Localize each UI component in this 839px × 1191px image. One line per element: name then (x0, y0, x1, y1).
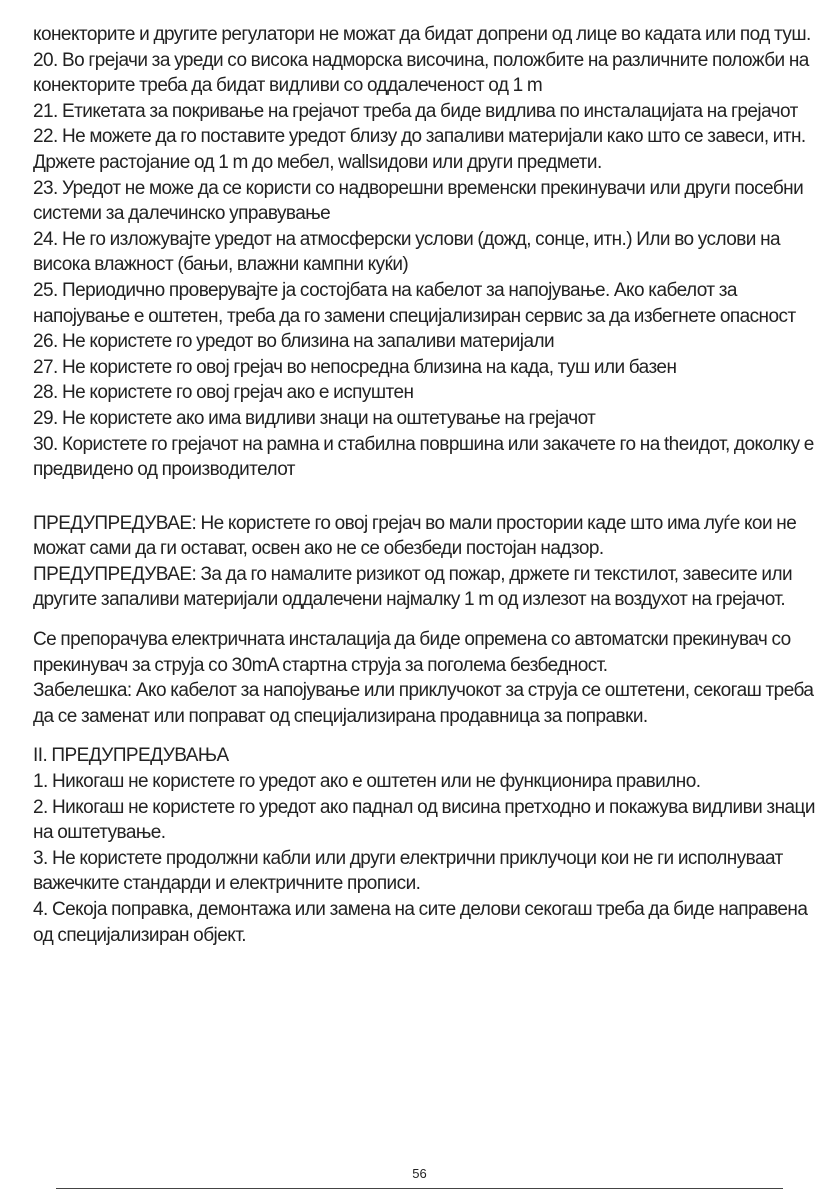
list-item: 4. Секоја поправка, демонтажа или замена на сите делови секогаш треба да биде направена од специјализиран објект. (33, 899, 808, 946)
list-item: 26. Не користете го уредот во близина на запаливи материјали (33, 331, 555, 353)
list-item: 29. Не користете ако има видливи знаци на оштетување на грејачот (33, 407, 596, 429)
list-item: 25. Периодично проверувајте ја состојбата на кабелот за напојување. Ако кабелот за напојување е оштетен, треба да го замени специјализиран сервис за да избегнете опасност (33, 279, 796, 327)
list-item: 28. Не користете го овој грејач ако е испуштен (33, 382, 414, 404)
safety-list-continued (33, 22, 823, 483)
list-item: 21. Етикетата за покривање на грејачот треба да биде видлива по инсталацијата на грејачот (33, 100, 798, 122)
recommendation-block (33, 627, 823, 729)
footer-divider (56, 1188, 783, 1189)
list-item: 30. Користете го грејачот на рамна и стабилна површина или закачете го на theидот, доколку е предвидено од производителот (33, 433, 814, 481)
spacer (33, 729, 823, 743)
section-2-warnings (33, 743, 823, 948)
page-number: 56 (412, 1166, 427, 1181)
spacer (33, 613, 823, 627)
list-item: конекторите и другите регулатори не можат да бидат допрени од лице во кадата или под туш. (33, 24, 811, 45)
list-item: 2. Никогаш не користете го уредот ако паднал од висина претходно и покажува видливи знаци на оштетување. (33, 796, 815, 844)
list-item: 20. Во грејачи за уреди со висока надморска височина, положбите на различните положби на конекторите треба да бидат видливи со оддалеченост од 1 m (33, 49, 809, 97)
list-item: 23. Уредот не може да се користи со надворешни временски прекинувачи или други посебни системи за далечинско управување (33, 177, 804, 225)
list-item: 1. Никогаш не користете го уредот ако е оштетен или не функционира правилно. (33, 771, 701, 793)
manual-page-body (33, 22, 823, 948)
list-item: 22. Не можете да го поставите уредот близу до запаливи материјали како што се завеси, итн. Држете растојание од 1 m до мебел, wallsидови или други предмети. (33, 126, 806, 173)
list-item: 24. Не го изложувајте уредот на атмосферски услови (дожд, сонце, итн.) Или во услови на висока влажност (бањи, влажни кампни куќи) (33, 228, 781, 276)
warning-block (33, 511, 823, 613)
spacer (33, 483, 823, 511)
recommendation-paragraph: Се препорачува електричната инсталација да биде опремена со автоматски прекинувач со прекинувач за струја со 30mA стартна струја за поголема безбедност. (33, 629, 791, 676)
warning-paragraph: ПРЕДУПРЕДУВАЕ: Не користете го овој грејач во мали простории каде што има луѓе кои не можат сами да ги остават, освен ако не се обезбеди постојан надзор. (33, 512, 797, 560)
warning-paragraph: ПРЕДУПРЕДУВАЕ: За да го намалите ризикот од пожар, држете ги текстилот, завесите или другите запаливи материјали оддалечени најмалку 1 m од излезот на воздухот на грејачот. (33, 563, 793, 611)
list-item: 27. Не користете го овој грејач во непосредна близина на када, туш или базен (33, 356, 677, 378)
note-paragraph: Забелешка: Ако кабелот за напојување или приклучокот за струја се оштетени, секогаш треба да се заменат или поправат од специјализирана продавница за поправки. (33, 680, 814, 727)
list-item: 3. Не користете продолжни кабли или други електрични приклучоци кои не ги исполнуваат важечките стандарди и електричните прописи. (33, 847, 783, 895)
section-heading: II. ПРЕДУПРЕДУВАЊА (33, 745, 229, 767)
